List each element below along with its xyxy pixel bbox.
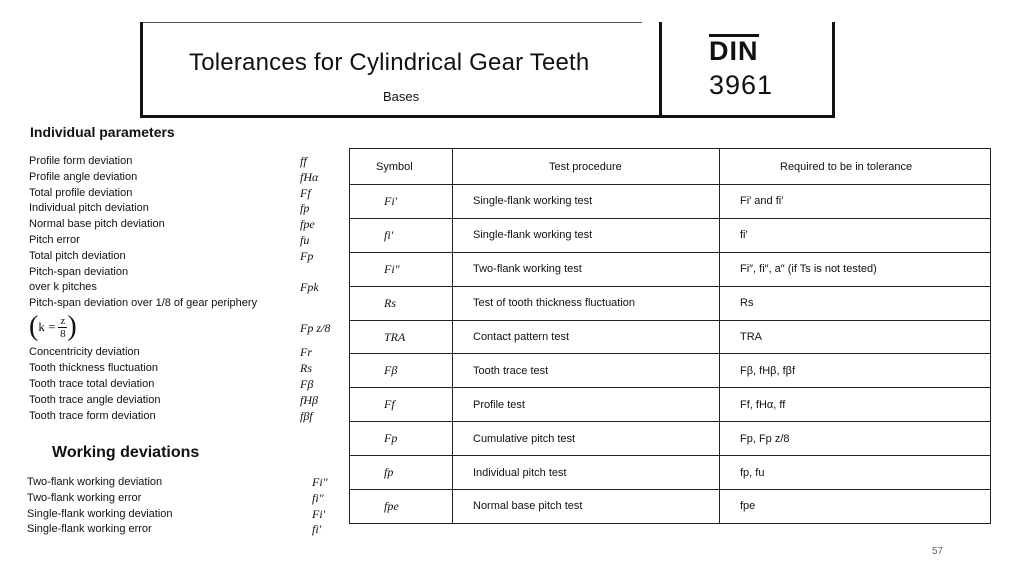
- param-symbol: fβf: [300, 408, 313, 423]
- param-symbol: fp: [300, 201, 310, 216]
- param-symbol: fpe: [300, 217, 315, 232]
- working-deviations-heading: Working deviations: [52, 444, 200, 461]
- document-header: [140, 22, 835, 118]
- cell-required: Rs: [720, 286, 991, 320]
- cell-symbol: Ff: [350, 388, 453, 422]
- header-top-rule: [143, 22, 642, 23]
- list-item: [29, 296, 349, 312]
- test-procedure-table: [349, 148, 990, 523]
- individual-parameters-list: [29, 154, 349, 424]
- din-mark: DIN: [709, 36, 759, 66]
- param-label: Total profile deviation: [29, 186, 133, 199]
- param-symbol: Fpk: [300, 279, 319, 294]
- param-symbol: Rs: [300, 361, 312, 376]
- table-row: [350, 456, 991, 490]
- param-symbol: Ff: [300, 185, 311, 200]
- list-item: [27, 475, 347, 491]
- cell-required: Fi″, fi″, a″ (if Ts is not tested): [720, 252, 991, 286]
- table-header-row: [350, 149, 991, 185]
- list-item: [29, 377, 349, 393]
- param-symbol: Fr: [300, 345, 312, 360]
- cell-test: Profile test: [453, 388, 720, 422]
- cell-test: Cumulative pitch test: [453, 422, 720, 456]
- cell-required: fp, fu: [720, 456, 991, 490]
- fraction-numerator: z: [60, 314, 66, 327]
- param-symbol: fi′: [312, 522, 322, 537]
- param-symbol: fi″: [312, 490, 324, 505]
- cell-test: Individual pitch test: [453, 456, 720, 490]
- table-row: [350, 490, 991, 524]
- table-row: [350, 185, 991, 219]
- cell-test: Two-flank working test: [453, 252, 720, 286]
- fraction-k: k =: [38, 319, 56, 335]
- param-label: Pitch-span deviation: [29, 265, 129, 278]
- column-header-symbol: Symbol: [350, 149, 453, 185]
- cell-required: TRA: [720, 320, 991, 354]
- param-label: Profile form deviation: [29, 155, 133, 167]
- param-label: Tooth trace form deviation: [29, 409, 156, 422]
- param-symbol: Fβ: [300, 376, 314, 391]
- param-symbol: fHα: [300, 169, 319, 184]
- cell-test: Single-flank working test: [453, 218, 720, 252]
- param-label-line2: over k pitches: [29, 281, 97, 294]
- cell-required: Ff, fHα, ff: [720, 388, 991, 422]
- param-label: Total pitch deviation: [29, 249, 126, 262]
- param-symbol: Fp: [300, 248, 314, 263]
- cell-symbol: fp: [350, 456, 453, 490]
- cell-test: Tooth trace test: [453, 354, 720, 388]
- column-header-required: Required to be in tolerance: [720, 149, 991, 185]
- list-item: [29, 233, 349, 249]
- param-label: Tooth trace total deviation: [29, 377, 155, 390]
- param-label: Single-flank working error: [27, 523, 152, 536]
- column-header-test-procedure: Test procedure: [453, 149, 720, 185]
- cell-required: Fp, Fp z/8: [720, 422, 991, 456]
- table-row: [350, 252, 991, 286]
- table-row: [350, 286, 991, 320]
- page-title: Tolerances for Cylindrical Gear Teeth: [189, 49, 590, 76]
- din-number: 3961: [709, 70, 774, 100]
- cell-test: Single-flank working test: [453, 185, 720, 219]
- param-symbol: fu: [300, 232, 310, 247]
- cell-test: Contact pattern test: [453, 320, 720, 354]
- cell-symbol: fi′: [350, 218, 453, 252]
- cell-required: fi′: [720, 218, 991, 252]
- cell-symbol: Rs: [350, 286, 453, 320]
- param-label: Pitch-span deviation over 1/8 of gear periphery: [29, 296, 258, 309]
- list-item: [27, 491, 347, 507]
- table-row: [350, 218, 991, 252]
- param-symbol: Fp z/8: [300, 321, 331, 336]
- cell-test: Normal base pitch test: [453, 490, 720, 524]
- header-divider: [659, 22, 662, 115]
- table-row: [350, 388, 991, 422]
- list-item: [29, 170, 349, 186]
- table-row: [350, 320, 991, 354]
- individual-parameters-heading: Individual parameters: [30, 124, 175, 140]
- cell-required: Fi′ and fi′: [720, 185, 991, 219]
- list-item: [29, 154, 349, 170]
- param-label: Tooth thickness fluctuation: [29, 362, 159, 375]
- list-item: [29, 393, 349, 409]
- param-label: Tooth trace angle deviation: [29, 393, 161, 406]
- param-symbol: Fi′: [312, 506, 326, 521]
- cell-symbol: Fi″: [350, 252, 453, 286]
- list-item: [29, 265, 349, 296]
- cell-symbol: Fβ: [350, 354, 453, 388]
- page-subtitle: Bases: [383, 89, 420, 104]
- list-item: [29, 311, 349, 345]
- fraction-formula: ( k = $\frac{z}{8}$ ): [29, 311, 77, 343]
- page-number: 57: [932, 546, 944, 557]
- param-label: Concentricity deviation: [29, 346, 140, 359]
- working-deviations-list: [27, 475, 347, 538]
- param-label: Normal base pitch deviation: [29, 218, 165, 231]
- param-label: Individual pitch deviation: [29, 202, 149, 215]
- list-item: [29, 186, 349, 202]
- param-symbol: ff: [300, 154, 307, 168]
- list-item: [29, 345, 349, 361]
- cell-required: Fβ, fHβ, fβf: [720, 354, 991, 388]
- cell-symbol: TRA: [350, 320, 453, 354]
- param-symbol: Fi″: [312, 475, 328, 489]
- param-symbol: fHβ: [300, 392, 318, 407]
- list-item: [29, 361, 349, 377]
- list-item: [27, 507, 347, 523]
- list-item: [29, 217, 349, 233]
- cell-symbol: Fp: [350, 422, 453, 456]
- list-item: [29, 409, 349, 425]
- table-row: [350, 422, 991, 456]
- cell-required: fpe: [720, 490, 991, 524]
- list-item: [29, 201, 349, 217]
- param-label: Two-flank working error: [27, 491, 142, 504]
- param-label: Pitch error: [29, 233, 80, 246]
- param-label: Two-flank working deviation: [27, 476, 163, 488]
- list-item: [27, 522, 347, 538]
- cell-test: Test of tooth thickness fluctuation: [453, 286, 720, 320]
- fraction-denominator: 8: [60, 327, 66, 340]
- list-item: [29, 249, 349, 265]
- table-row: [350, 354, 991, 388]
- param-label: Profile angle deviation: [29, 170, 138, 183]
- cell-symbol: Fi′: [350, 185, 453, 219]
- cell-symbol: fpe: [350, 490, 453, 524]
- tolerance-table: [349, 148, 991, 524]
- param-label: Single-flank working deviation: [27, 507, 173, 520]
